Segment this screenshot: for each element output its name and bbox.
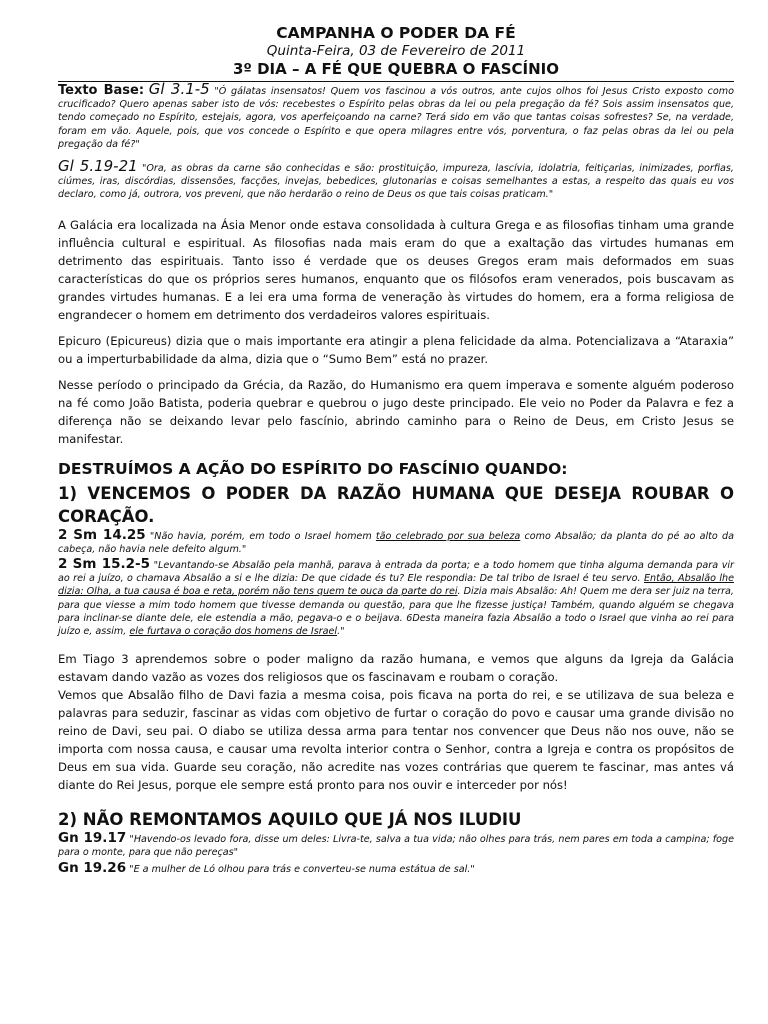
paragraph-galacia: A Galácia era localizada na Ásia Menor onde estava consolidada à cultura Grega e as filosofias tinham uma grande influência cultural e espiritual. As filosofias nada mais eram do que a exaltação das virtudes humanas em detrimento das espirituais. Tanto isso é verdade que os deuses Gregos eram mais deformados em suas características do que os próprios seres humanos, enquanto que os filósofos eram venerados, pois buscavam as grandes virtudes humanas. E a lei era uma forma de veneração às virtudes do homem, era a forma religiosa de engrandecer o homem em detrimento dos verdadeiros valores espirituais. — [58, 217, 734, 322]
paragraph-absalao: Vemos que Absalão filho de Davi fazia a mesma coisa, pois ficava na porta do rei, e se utilizava de sua beleza e palavras para seduzir, fascinar as vidas com objetivo de furtar o coração do povo e causar uma grande divisão no reino de Davi, seu pai. O diabo se utiliza dessa arma para tentar nos convencer que Deus não nos ouve, não se importa com nossa causa, e causar uma revolta interior contra o Senhor, contra a Igreja e contra os propósitos de Deus em sua vida. Guarde seu coração, não acredite nas vozes contrárias que querem te fascinar, mas antes vá diante do Rei Jesus, porque ele sempre está pronto para nos ouvir e interceder por nós! — [58, 688, 734, 793]
texto-base-label: Texto Base: — [58, 83, 145, 98]
sm15-quote-underlined-2: ele furtava o coração dos homens de Israel — [129, 626, 338, 638]
gn1917-quote: "Havendo-os levado fora, disse um deles: Livra-te, salva a tua vida; não olhes para trás, nem pares em toda a campina; foge para o monte, para que não pereças" — [58, 834, 735, 859]
sm15-quote-b: . Dizia mais Absalão: Ah! Quem me dera ser juiz na terra, para que viesse a mim todo homem que tivesse demanda ou questão, para que lhe fizesse justiça! Também, quando alguém se chegava para inclinar-se diante dele, ele estendia a mão, pegava-o e o beijava. 6Desta maneira fazia Absalão a todo o Israel que vinha ao rei para juízo e, assim, — [58, 586, 734, 638]
day-heading: 3º DIA – A FÉ QUE QUEBRA O FASCÍNIO — [232, 60, 560, 78]
gn1917-ref: Gn 19.17 — [58, 830, 127, 847]
gl5-quote: "Ora, as obras da carne são conhecidas e são: prostituição, impureza, lascívia, idolatria, feitiçarias, inimizades, porfias, ciúmes, iras, discórdias, dissensões, facções, invejas, bebedices, glutonarias e coisas semelhantes a estas, a respeito das quais eu vos declaro, como já, outrora, vos preveni, que não herdarão o reino de Deus os que tais coisas praticam." — [58, 163, 734, 201]
sm15-ref: 2 Sm 15.2-5 — [58, 556, 151, 573]
sm14-quote-underlined: tão celebrado por sua beleza — [375, 530, 521, 542]
sm15-block — [58, 558, 734, 638]
texto-base-quote: "Ó gálatas insensatos! Quem vos fascinou a vós outros, ante cujos olhos foi Jesus Cristo exposto como crucificado? Quero apenas saber isto de vós: recebestes o Espírito pelas obras da lei ou pela pregação da fé? Sois assim insensatos que, tendo começado no Espírito, estejais, agora, vos aperfeiçoando na carne? Terá sido em vão que tantas coisas sofrestes? Se, na verdade, foram em vão. Aquele, pois, que vos concede o Espírito e que opera milagres entre vós, porventura, o faz pelas obras da lei ou pela pregação da fé?" — [58, 86, 734, 150]
point1-heading: 1) VENCEMOS O PODER DA RAZÃO HUMANA QUE DESEJA ROUBAR O CORAÇÃO. — [58, 483, 734, 526]
document-title: CAMPANHA O PODER DA FÉ — [276, 24, 516, 42]
sm15-quote-c: ." — [337, 626, 345, 638]
point2-heading: 2) NÃO REMONTAMOS AQUILO QUE JÁ NOS ILUDIU — [58, 810, 522, 830]
sm14-quote-a: "Não havia, porém, em todo o Israel homem — [149, 530, 376, 542]
paragraph-epicuro: Epicuro (Epicureus) dizia que o mais importante era atingir a plena felicidade da alma. Potencializava a “Ataraxia” ou a imperturbabilidade da alma, dizia que o “Sumo Bem” está no prazer. — [58, 333, 734, 366]
texto-base-block — [58, 80, 734, 151]
gl5-block — [58, 157, 734, 202]
sm14-ref: 2 Sm 14.25 — [58, 526, 146, 543]
gn1926-ref: Gn 19.26 — [58, 859, 127, 876]
gn1926-block — [58, 859, 734, 876]
gl5-ref: Gl 5.19-21 — [58, 157, 138, 176]
section-heading: DESTRUÍMOS A AÇÃO DO ESPÍRITO DO FASCÍNIO QUANDO: — [58, 459, 568, 478]
sm14-block — [58, 526, 734, 556]
texto-base-ref: Gl 3.1-5 — [148, 80, 210, 98]
sm15-quote-underlined-1: Então, Absalão lhe dizia: Olha, a tua causa é boa e reta, porém não tens quem te ouça da parte do rei — [58, 573, 734, 598]
gn1917-block — [58, 832, 734, 859]
paragraph-grecia: Nesse período o principado da Grécia, da Razão, do Humanismo era quem imperava e somente alguém poderoso na fé como João Batista, poderia quebrar e quebrou o jugo deste principado. Ele veio no Poder da Palavra e fez a diferença não se deixando levar pelo fascínio, abrindo caminho para o Reino de Deus, em Cristo Jesus se manifestar. — [58, 377, 734, 446]
gn1926-quote: "E a mulher de Ló olhou para trás e converteu-se numa estátua de sal." — [129, 863, 475, 875]
paragraph-tiago: Em Tiago 3 aprendemos sobre o poder maligno da razão humana, e vemos que alguns da Igreja da Galácia estavam dando vazão as vozes dos religiosos que os fascinavam e roubam o coração. — [58, 652, 734, 685]
document-date: Quinta-Feira, 03 de Fevereiro de 2011 — [266, 43, 526, 59]
sm14-quote-b: como Absalão; da planta do pé ao alto da cabeça, não havia nele defeito algum." — [58, 530, 734, 555]
sm15-quote-a: "Levantando-se Absalão pela manhã, parava à entrada da porta; e a todo homem que tinha alguma demanda para vir ao rei a juízo, o chamava Absalão a si e lhe dizia: De que cidade és tu? Ele respondia: De tal tribo de Israel é teu servo. — [58, 560, 735, 585]
